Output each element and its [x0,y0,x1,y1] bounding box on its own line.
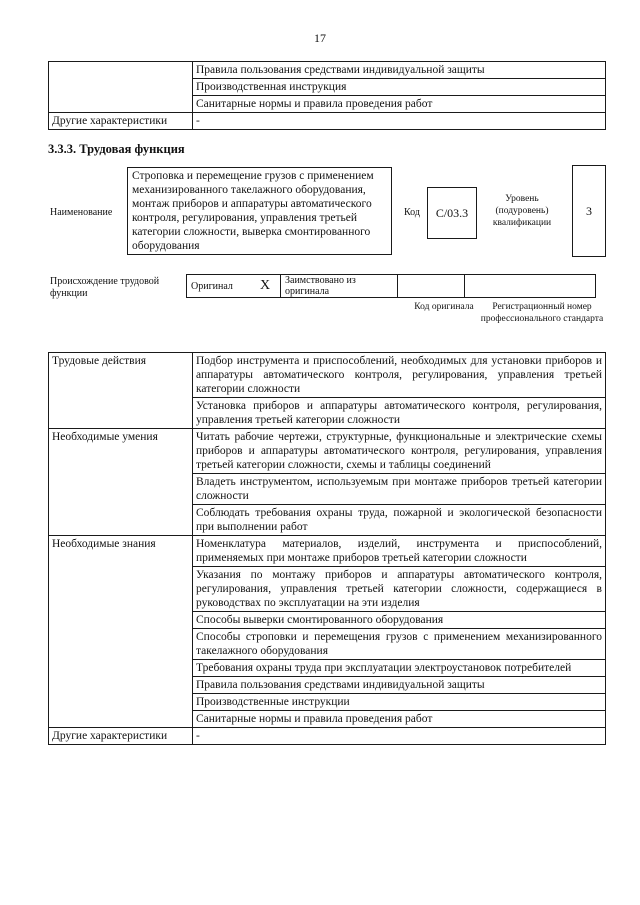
table-cell: Производственная инструкция [193,79,606,96]
function-code-box: С/03.3 [427,187,477,239]
required-knowledge-label: Необходимые знания [49,536,193,728]
name-label: Наименование [50,207,113,218]
table-cell: Номенклатура материалов, изделий, инструмента и приспособлений, применяемых при монтаже приборов третьей категории сложности [193,536,606,567]
origin-table [186,274,596,298]
table-row [49,62,606,79]
table-cell: Читать рабочие чертежи, структурные, функциональные и электрические схемы приборов и аппаратуры автоматического контроля, регулирования, управления третьей категории сложности, схемы и таблицы соединений [193,429,606,474]
borrowed-label: Заимствовано из оригинала [281,275,398,298]
table-row [187,275,596,298]
table-cell: Требования охраны труда при эксплуатации электроустановок потребителей [193,660,606,677]
other-characteristics-label: Другие характеристики [49,113,193,130]
table-row [49,728,606,745]
table-cell: Способы строповки и перемещения грузов с применением механизированного такелажного оборудования [193,629,606,660]
original-label: Оригинал [187,275,251,298]
qualification-level-box: 3 [572,165,606,257]
table-cell: Способы выверки смонтированного оборудования [193,612,606,629]
table-row [49,536,606,567]
other-characteristics-value: - [193,113,606,130]
table-cell: Владеть инструментом, используемым при монтаже приборов третьей категории сложности [193,474,606,505]
other-characteristics-value: - [193,728,606,745]
table-cell: Подбор инструмента и приспособлений, необходимых для установки приборов и аппаратуры автоматического контроля, регулирования, управления третьей категории сложности [193,353,606,398]
table-cell: Указания по монтажу приборов и аппаратуры автоматического контроля, регулирования, управления третьей категории сложности, содержащиеся в руководствах по эксплуатации на эти изделия [193,567,606,612]
original-code-cell [398,275,465,298]
function-name-box: Строповка и перемещение грузов с применением механизированного такелажного оборудования, монтаж приборов и аппаратуры автоматического контроля, регулирования, управления третьей категории сложности, выверка смонтированного оборудования [127,167,392,255]
required-skills-label: Необходимые умения [49,429,193,536]
other-characteristics-label: Другие характеристики [49,728,193,745]
table-cell: Установка приборов и аппаратуры автоматического контроля, регулирования, управления третьей категории сложности [193,398,606,429]
code-label: Код [404,207,420,218]
table-cell: Правила пользования средствами индивидуальной защиты [193,62,606,79]
continuation-table [48,61,606,130]
characteristics-table [48,352,606,745]
section-title: 3.3.3. Трудовая функция [48,142,185,156]
labor-actions-label: Трудовые действия [49,353,193,429]
registration-number-cell [465,275,596,298]
qualification-level-label: Уровень (подуровень) квалификации [492,194,552,228]
table-cell: Производственные инструкции [193,694,606,711]
table-cell: Санитарные нормы и правила проведения работ [193,96,606,113]
origin-label: Происхождение трудовой функции [50,276,160,299]
table-row [49,353,606,398]
original-code-caption: Код оригинала [414,302,474,312]
table-row [49,429,606,474]
empty-label-cell [49,62,193,113]
table-cell: Соблюдать требования охраны труда, пожарной и экологической безопасности при выполнении работ [193,505,606,536]
original-mark: X [250,275,281,298]
registration-number-caption: Регистрационный номер профессионального стандарта [480,302,604,324]
table-cell: Санитарные нормы и правила проведения работ [193,711,606,728]
table-row [49,113,606,130]
page-number: 17 [314,31,326,45]
table-cell: Правила пользования средствами индивидуальной защиты [193,677,606,694]
